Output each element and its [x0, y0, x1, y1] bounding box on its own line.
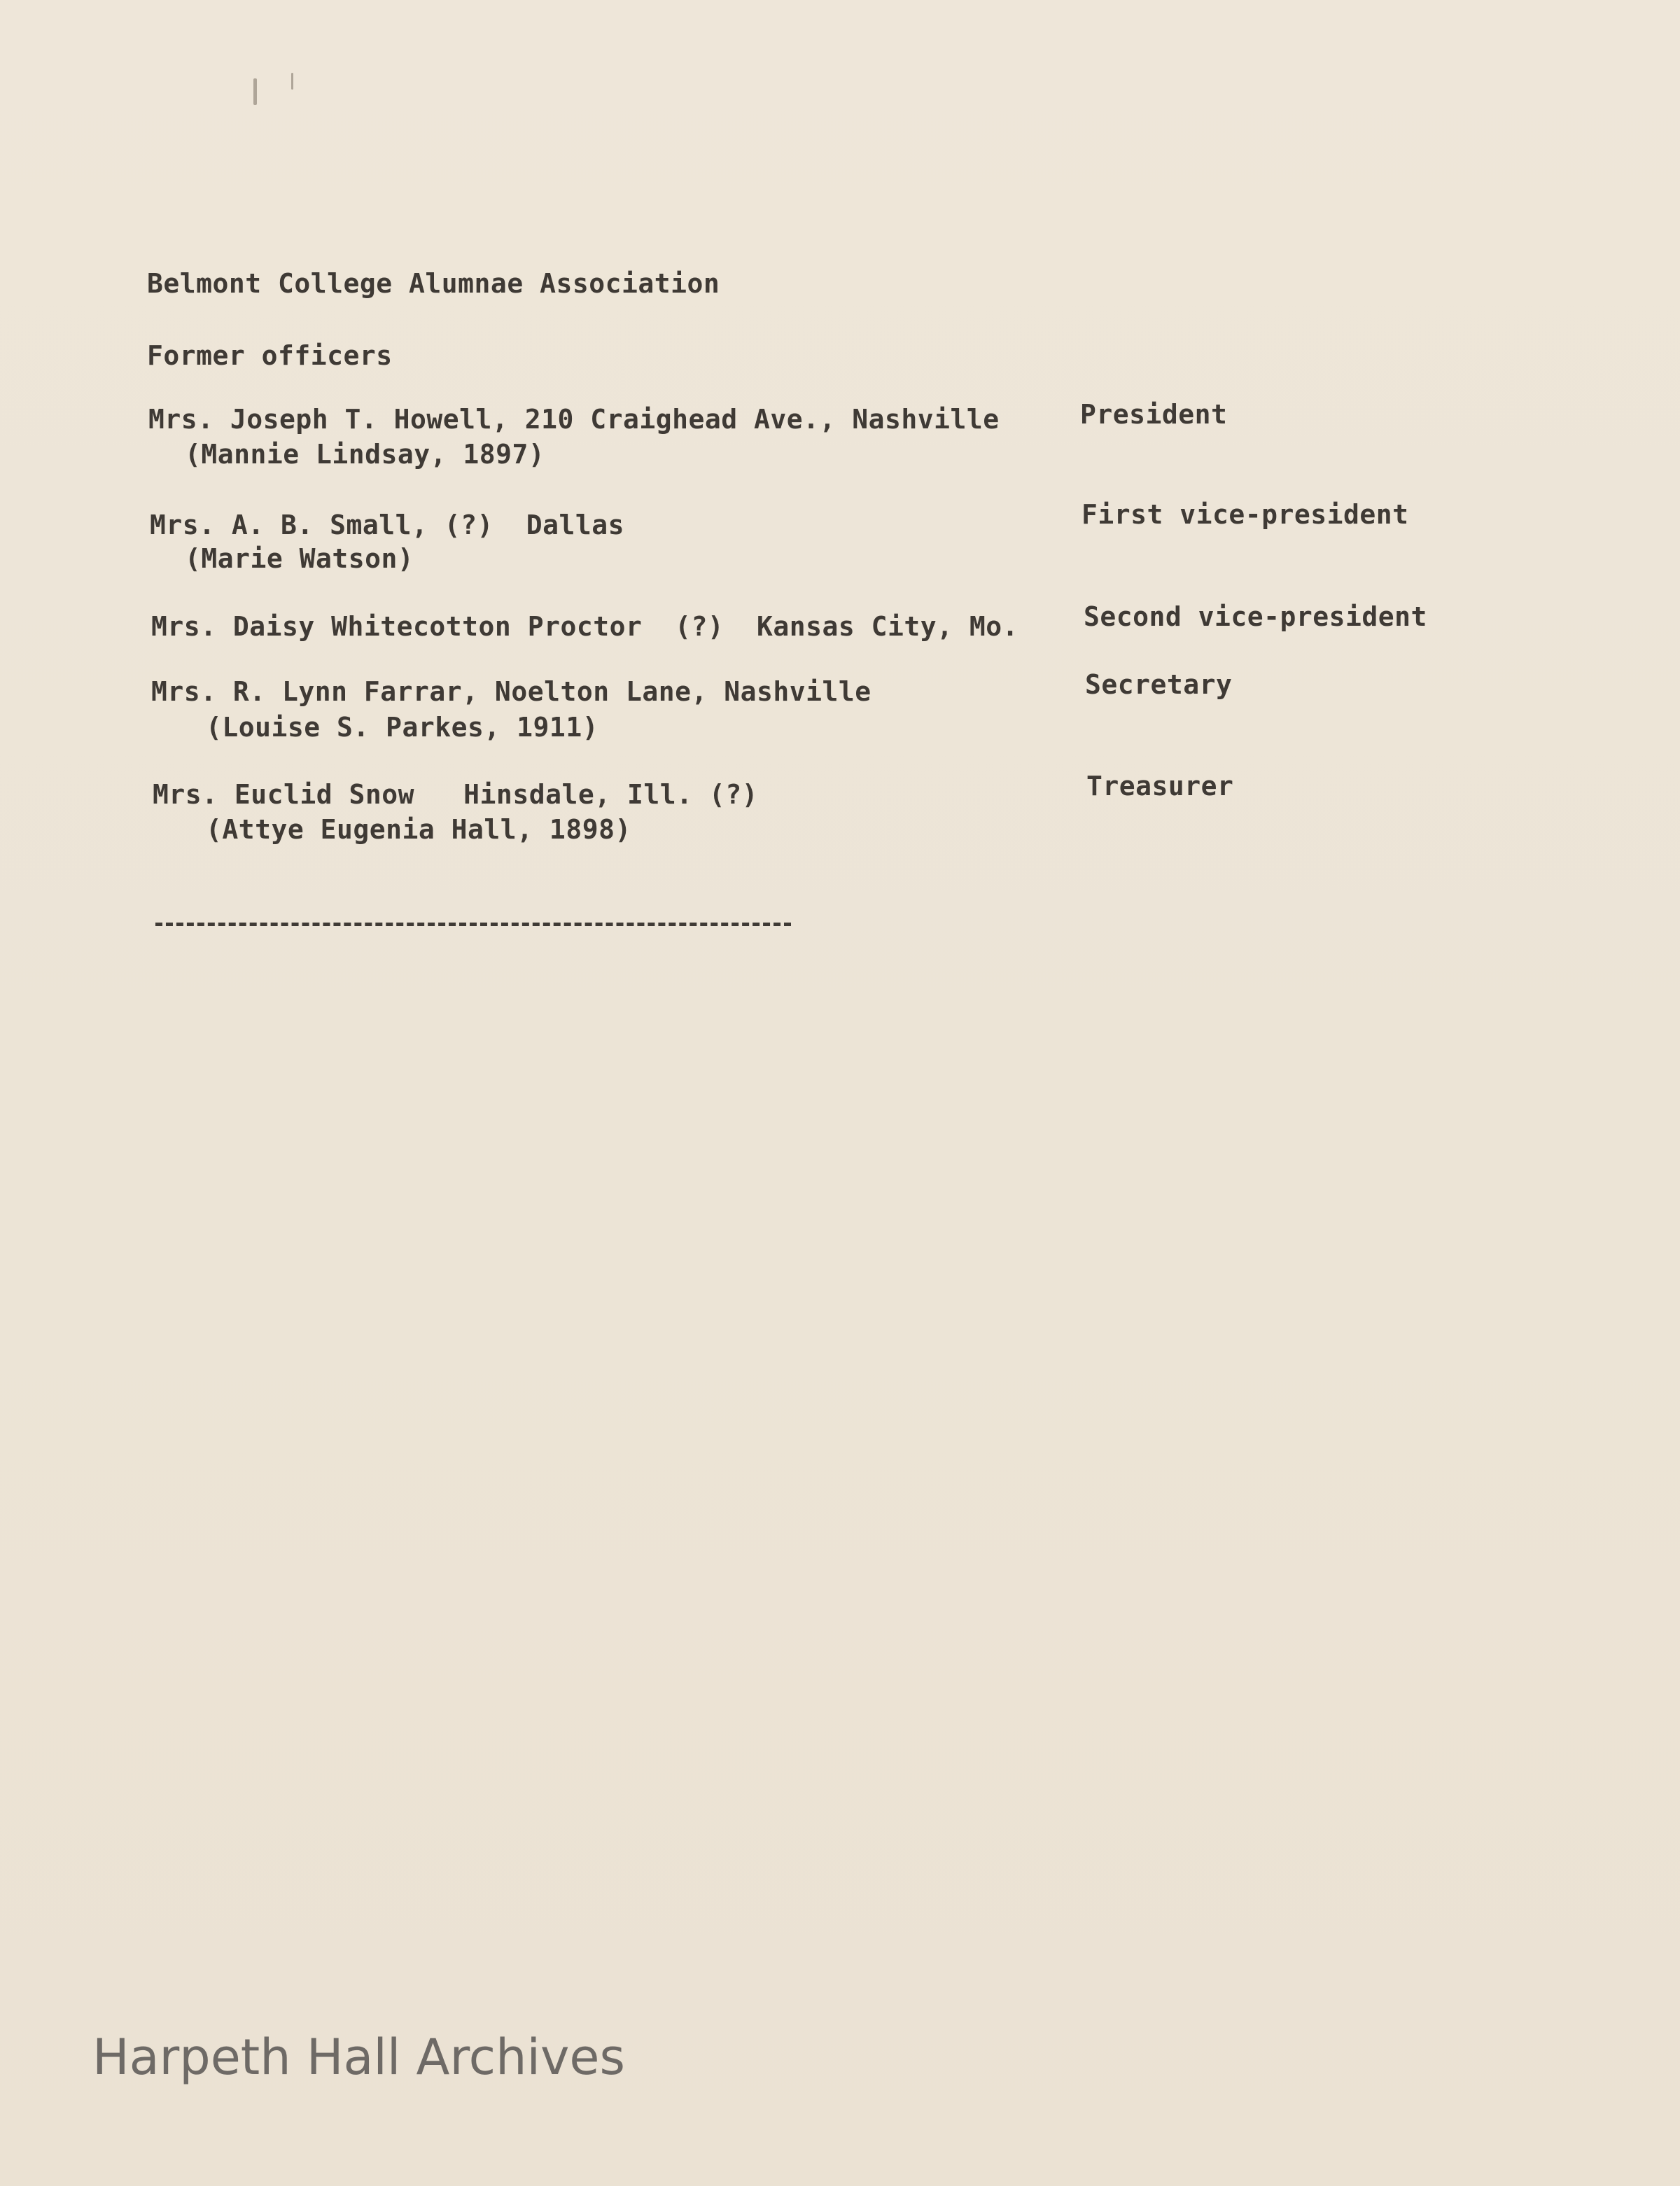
- officer-name-line: Mrs. Joseph T. Howell, 210 Craighead Ave., Nashville: [148, 404, 1000, 435]
- paper-mark: [291, 73, 293, 90]
- officer-office: Second vice-president: [1084, 601, 1427, 632]
- officer-maiden-line: (Attye Eugenia Hall, 1898): [206, 814, 631, 845]
- paper-mark: [253, 78, 257, 105]
- officer-name-line: Mrs. A. B. Small, (?) Dallas: [150, 510, 624, 540]
- officer-maiden-line: (Louise S. Parkes, 1911): [206, 712, 599, 743]
- officer-name-line: Mrs. R. Lynn Farrar, Noelton Lane, Nashville: [151, 676, 872, 707]
- archive-watermark: Harpeth Hall Archives: [92, 2029, 625, 2086]
- typed-dash-rule: [155, 923, 791, 926]
- officer-office: First vice-president: [1082, 499, 1409, 530]
- officer-office: Secretary: [1085, 669, 1233, 700]
- officer-maiden-line: (Mannie Lindsay, 1897): [185, 439, 545, 470]
- officer-maiden-line: (Marie Watson): [185, 543, 414, 574]
- officer-office: Treasurer: [1086, 771, 1234, 801]
- officer-office: President: [1080, 399, 1228, 430]
- officer-name-line: Mrs. Euclid Snow Hinsdale, Ill. (?): [153, 779, 758, 810]
- document-subheading: Former officers: [147, 340, 393, 371]
- officer-name-line: Mrs. Daisy Whitecotton Proctor (?) Kansas City, Mo.: [151, 611, 1019, 642]
- document-heading: Belmont College Alumnae Association: [147, 268, 720, 299]
